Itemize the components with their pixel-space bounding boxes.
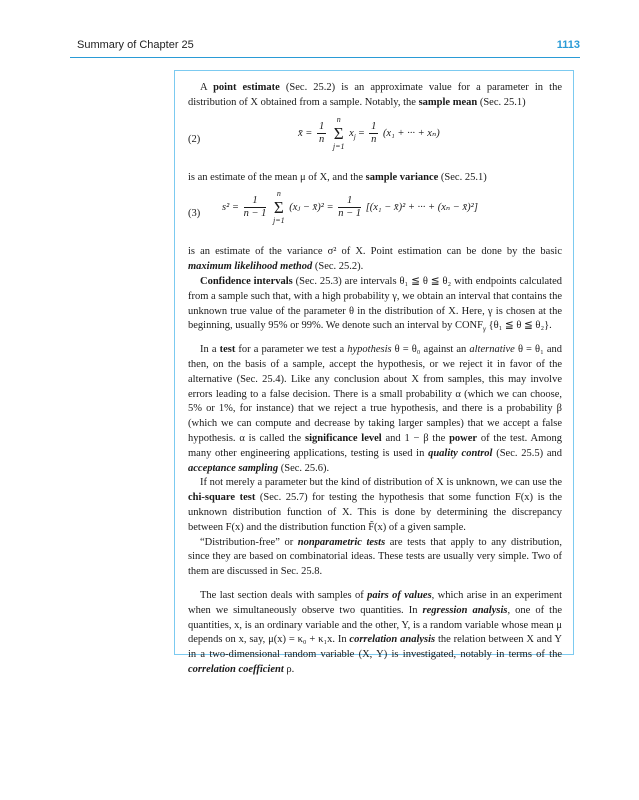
paragraph-point-estimate: A point estimate (Sec. 25.2) is an approximate value for a parameter in the distribution of X obtained from a sample. Notably, the sample mean (Sec. 25.1) [188,82,562,108]
chapter-summary-title: Summary of Chapter 25 [77,39,194,51]
summary-content [188,81,562,678]
equation-sample-mean [188,115,562,171]
paragraph-regression-correlation: The last section deals with samples of pairs of values, which arise in an experiment when we simultaneously observe two quantities. In regression analysis, one of the quantities, x, is an ordinary variable and the other, Y, is a random variable whose mean μ depends on x, say, μ(x) = κ₀ + κ₁x. In correlation analysis the relation between X and Y in a two-dimensional random variable (X, Y) is investigated, notably in terms of the correlation coefficient ρ. [188,589,562,675]
paragraph-chi-square: If not merely a parameter but the kind of distribution of X is unknown, we can use the chi-square test (Sec. 25.7) for testing the hypothesis that some function F(x) is the unknown distribution function of X. This is done by determining the discrepancy between F(x) and the distribution function F̃(x) of a given sample. [188,477,562,533]
paragraph-sample-variance: is an estimate of the mean μ of X, and the sample variance (Sec. 25.1) [188,171,487,183]
equation-body: x̄ = $\frac{1}{n}$ n Σ j=1 $x_j$ = $\frac{1}{n}$ (x₁ + ··· + xₙ) [298,114,440,151]
paragraph-variance-estimate: is an estimate of the variance σ² of X. Point estimation can be done by the basic maximum likelihood method (Sec. 25.2). [188,246,562,273]
paragraph-confidence-intervals: Confidence intervals (Sec. 25.3) are intervals θ₁ ≦ θ ≦ θ₂ with endpoints calculated from a sample such that, with a high probability γ, we obtain an interval that contains the unknown true value of the parameter θ in the distribution of X. Here, γ is chosen at the beginning, usually 95% or 99%. We denote such an interval by $CONF_\gamma$ {θ₁ ≦ θ ≦ θ₂}. [188,275,562,334]
equation-number: (3) [188,208,201,220]
header-rule [70,57,580,58]
running-head [77,39,580,57]
equation-body: s² = $\frac{1}{n - 1}$ n Σ j=1 (xⱼ − x̄)² = $\frac{1}{n - 1}$ [(x₁ − x̄)² + ··· + (xₙ − x̄)²] [222,189,478,226]
paragraph-nonparametric: “Distribution-free” or nonparametric tests are tests that apply to any distribution, since they are based on combinatorial ideas. These tests are usually very simple. Two of them are discussed in Sec. 25.8. [188,536,562,578]
page-number: 1113 [556,39,580,51]
equation-number: (2) [188,133,201,145]
equation-sample-variance [188,189,562,245]
paragraph-tests: In a test for a parameter we test a hypothesis θ = θ₀ against an alternative θ = θ₁ and then, on the basis of a sample, accept the hypothesis, or we reject it in favor of the alternative (Sec. 25.4). Like any conclusion about X from samples, this may involve errors leading to a false decision. There is a small probability α (which we can choose, 5% or 1%, for instance) that we reject a true hypothesis, and there is a probability β (which we can compute and decrease by taking larger samples) that we accept a false hypothesis. α is called the significance level and 1 − β the power of the test. Among many other engineering applications, testing is used in quality control (Sec. 25.5) and acceptance sampling (Sec. 25.6). [188,344,562,474]
